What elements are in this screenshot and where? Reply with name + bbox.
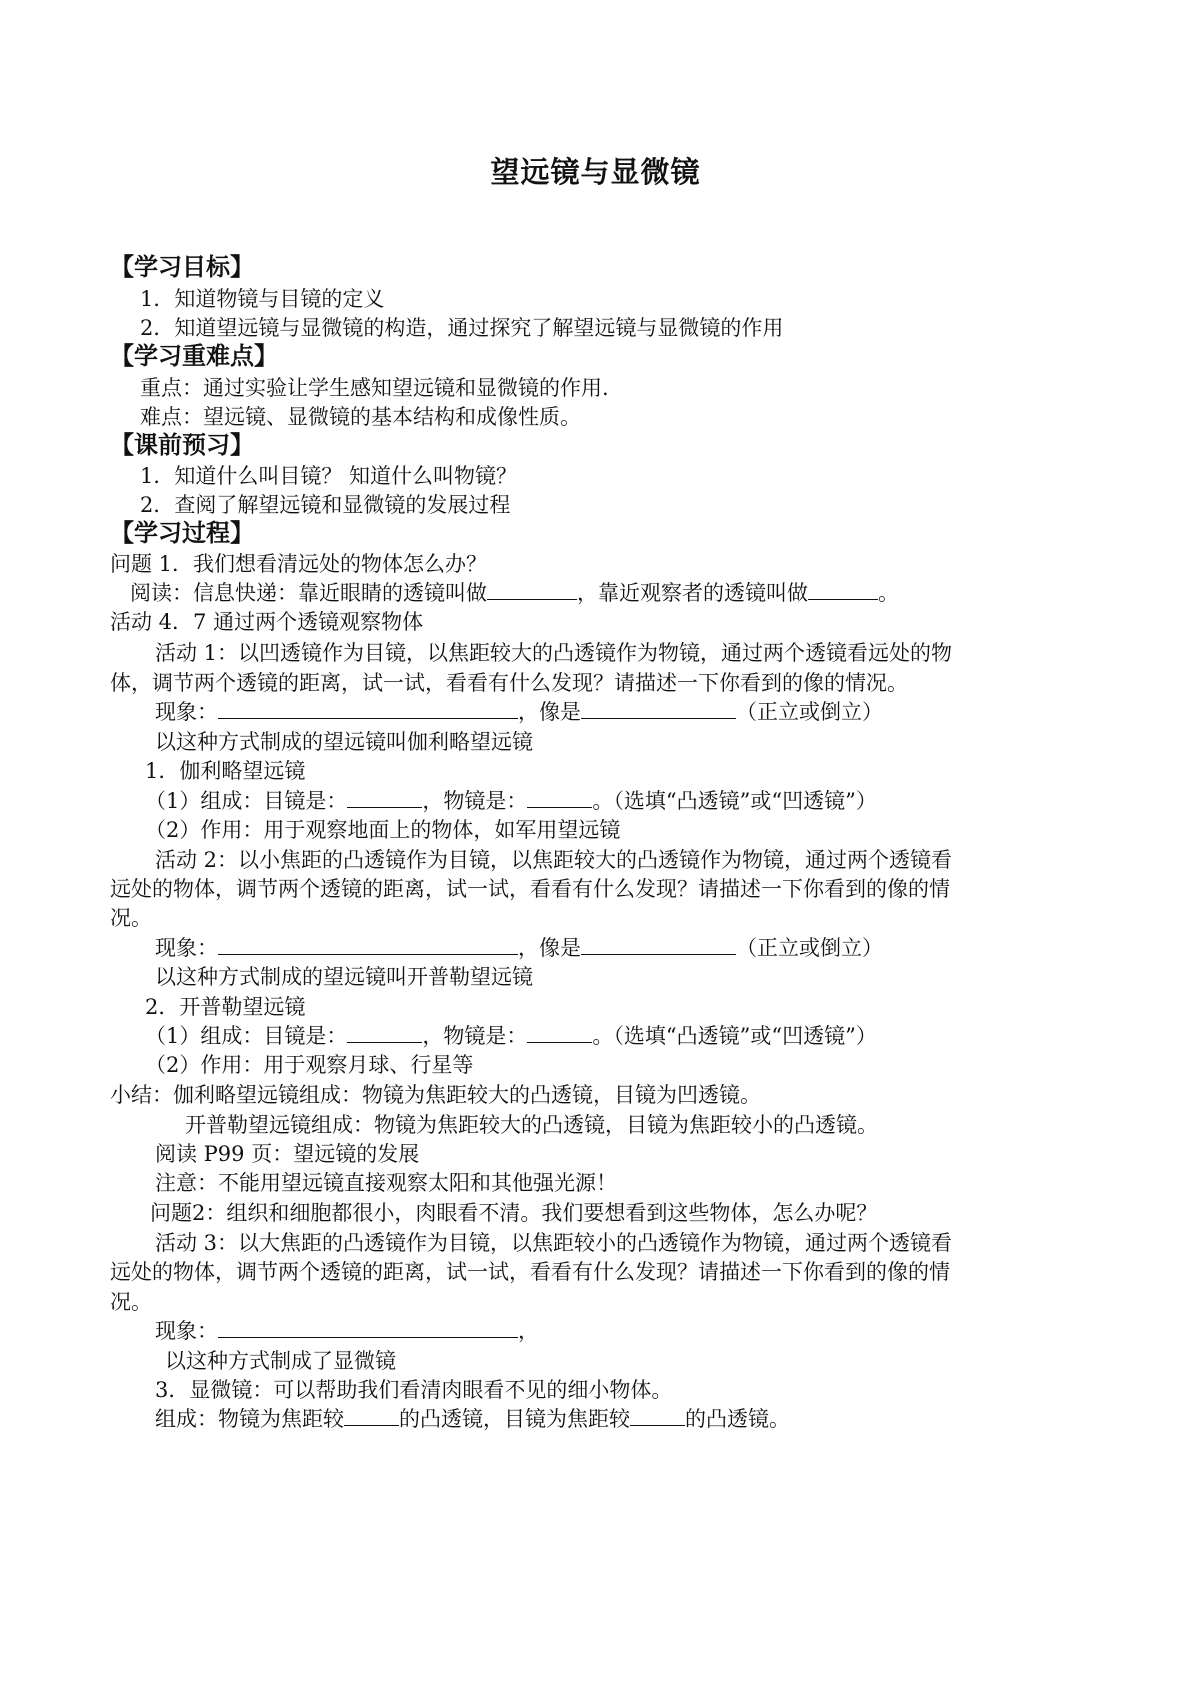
question-1: 问题 1．我们想看清远处的物体怎么办？ bbox=[110, 552, 488, 576]
activity-3-text: 况。 bbox=[110, 1290, 152, 1314]
fill-blank-image[interactable] bbox=[581, 934, 736, 955]
goal-item: 1．知道物镜与目镜的定义 bbox=[140, 287, 385, 311]
phenomenon-hint: （正立或倒立） bbox=[736, 936, 883, 960]
composition-text: ，物镜是： bbox=[422, 1024, 528, 1048]
question-2: 问题2：组织和细胞都很小，肉眼看不清。我们要想看到这些物体，怎么办呢？ bbox=[150, 1201, 878, 1225]
keypoint-item: 难点：望远镜、显微镜的基本结构和成像性质。 bbox=[140, 405, 581, 429]
phenomenon-hint: （正立或倒立） bbox=[736, 700, 883, 724]
galileo-made: 以这种方式制成的望远镜叫伽利略望远镜 bbox=[155, 730, 533, 754]
caution-note: 注意：不能用望远镜直接观察太阳和其他强光源！ bbox=[155, 1171, 617, 1195]
phenomenon-line-2 bbox=[155, 933, 1155, 963]
kepler-use: （2）作用：用于观察月球、行星等 bbox=[145, 1053, 474, 1077]
heading-keypoints: 【学习重难点】 bbox=[110, 342, 278, 370]
reading-p99: 阅读 P99 页：望远镜的发展 bbox=[155, 1142, 420, 1166]
fill-blank-phenomenon[interactable] bbox=[218, 1317, 518, 1338]
phenomenon-label: 现象： bbox=[155, 1319, 218, 1343]
activity-2-text: 活动 2：以小焦距的凸透镜作为目镜，以焦距较大的凸透镜作为物镜，通过两个透镜看 bbox=[155, 848, 953, 872]
preview-item: 1．知道什么叫目镜？ 知道什么叫物镜？ bbox=[140, 464, 518, 488]
fill-blank-phenomenon[interactable] bbox=[218, 934, 518, 955]
phenomenon-label: 现象： bbox=[155, 700, 218, 724]
fill-blank-image[interactable] bbox=[581, 698, 736, 719]
activity-title: 活动 4．7 通过两个透镜观察物体 bbox=[110, 610, 424, 634]
activity-3-text: 远处的物体，调节两个透镜的距离，试一试，看看有什么发现？请描述一下你看到的像的情 bbox=[110, 1260, 950, 1284]
microscope-made: 以这种方式制成了显微镜 bbox=[165, 1349, 396, 1373]
fill-blank-galileo-eyepiece[interactable] bbox=[347, 787, 422, 808]
heading-preview: 【课前预习】 bbox=[110, 431, 254, 459]
composition-text: 的凸透镜，目镜为焦距较 bbox=[399, 1407, 630, 1431]
reading-text: 阅读：信息快递：靠近眼睛的透镜叫做 bbox=[130, 581, 487, 605]
activity-2-text: 况。 bbox=[110, 906, 152, 930]
composition-text: ，物镜是： bbox=[422, 789, 528, 813]
heading-process: 【学习过程】 bbox=[110, 519, 254, 547]
kepler-composition bbox=[145, 1021, 1145, 1051]
composition-text: （1）组成：目镜是： bbox=[145, 1024, 348, 1048]
fill-blank-micro-eyepiece[interactable] bbox=[630, 1405, 685, 1426]
fill-blank-galileo-objective[interactable] bbox=[527, 787, 592, 808]
fill-blank-kepler-objective[interactable] bbox=[527, 1022, 592, 1043]
phenomenon-label: 现象： bbox=[155, 936, 218, 960]
galileo-title: 1．伽利略望远镜 bbox=[145, 759, 306, 783]
phenomenon-line-3 bbox=[155, 1316, 1155, 1346]
composition-hint: 。（选填“凸透镜”或“凹透镜”） bbox=[592, 789, 877, 813]
keypoint-item: 重点：通过实验让学生感知望远镜和显微镜的作用. bbox=[140, 376, 609, 400]
fill-blank-kepler-eyepiece[interactable] bbox=[347, 1022, 422, 1043]
composition-hint: 。（选填“凸透镜”或“凹透镜”） bbox=[592, 1024, 877, 1048]
composition-text: 的凸透镜。 bbox=[685, 1407, 790, 1431]
composition-text: （1）组成：目镜是： bbox=[145, 789, 348, 813]
phenomenon-text: ，像是 bbox=[518, 936, 581, 960]
kepler-made: 以这种方式制成的望远镜叫开普勒望远镜 bbox=[155, 965, 533, 989]
microscope-composition bbox=[155, 1404, 1155, 1434]
reading-text: 。 bbox=[878, 581, 899, 605]
microscope-title: 3．显微镜：可以帮助我们看清肉眼看不见的细小物体。 bbox=[155, 1378, 673, 1402]
fill-blank-objective[interactable] bbox=[808, 579, 878, 600]
galileo-use: （2）作用：用于观察地面上的物体，如军用望远镜 bbox=[145, 818, 621, 842]
galileo-composition bbox=[145, 786, 1145, 816]
summary-galileo: 小结：伽利略望远镜组成：物镜为焦距较大的凸透镜，目镜为凹透镜。 bbox=[110, 1083, 761, 1107]
fill-blank-phenomenon[interactable] bbox=[218, 698, 518, 719]
goal-item: 2．知道望远镜与显微镜的构造，通过探究了解望远镜与显微镜的作用 bbox=[140, 316, 784, 340]
activity-3-text: 活动 3：以大焦距的凸透镜作为目镜，以焦距较小的凸透镜作为物镜，通过两个透镜看 bbox=[155, 1231, 953, 1255]
fill-blank-eyepiece[interactable] bbox=[487, 579, 577, 600]
page-title: 望远镜与显微镜 bbox=[490, 155, 701, 189]
kepler-title: 2．开普勒望远镜 bbox=[145, 995, 306, 1019]
composition-text: 组成：物镜为焦距较 bbox=[155, 1407, 344, 1431]
phenomenon-line-1 bbox=[155, 697, 1155, 727]
phenomenon-text: ， bbox=[518, 1319, 539, 1343]
preview-item: 2．查阅了解望远镜和显微镜的发展过程 bbox=[140, 493, 511, 517]
activity-2-text: 远处的物体，调节两个透镜的距离，试一试，看看有什么发现？请描述一下你看到的像的情 bbox=[110, 877, 950, 901]
phenomenon-text: ，像是 bbox=[518, 700, 581, 724]
reading-text: ，靠近观察者的透镜叫做 bbox=[577, 581, 808, 605]
activity-1-text: 体，调节两个透镜的距离，试一试，看看有什么发现？请描述一下你看到的像的情况。 bbox=[110, 671, 908, 695]
summary-kepler: 开普勒望远镜组成：物镜为焦距较大的凸透镜，目镜为焦距较小的凸透镜。 bbox=[185, 1113, 878, 1137]
activity-1-text: 活动 1：以凹透镜作为目镜，以焦距较大的凸透镜作为物镜，通过两个透镜看远处的物 bbox=[155, 641, 953, 665]
fill-blank-micro-objective[interactable] bbox=[344, 1405, 399, 1426]
reading-fill-line bbox=[130, 578, 1130, 608]
heading-goals: 【学习目标】 bbox=[110, 253, 254, 281]
